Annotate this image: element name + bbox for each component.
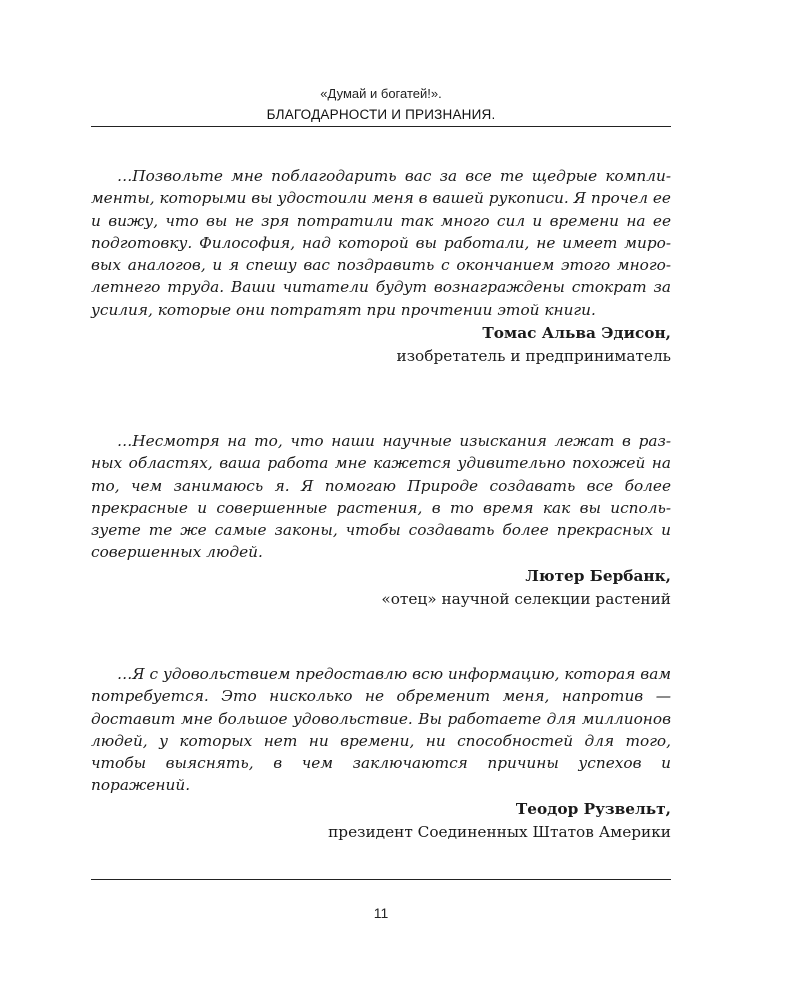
testimonial-burbank: [91, 430, 671, 611]
footer-divider: [91, 879, 671, 880]
testimonial-text: …Несмотря на то, что наши научные изыскания лежат в разных областях, ваша работа мне кажется удивительно похожей на то, чем занимаюсь я. Я помогаю Природе создавать все более прекрасные и совершенные растения, в то время как вы используете те же самые законы, чтобы создавать более прекрасных и совершенных людей.: [91, 432, 671, 562]
testimonial-author: Лютер Бербанк,: [525, 566, 671, 585]
testimonial-text: …Я с удовольствием предоставлю всю информацию, которая вам потребуется. Это нисколько не обременит меня, напротив — доставит мне большое удовольствие. Вы работаете для миллионов людей, у которых нет ни времени, ни способностей для того, чтобы выяснять, в чем заключаются причины успехов и поражений.: [91, 665, 671, 795]
testimonial-edison: [91, 165, 671, 368]
book-title: «Думай и богатей!».: [320, 86, 442, 101]
testimonial-author: Томас Альва Эдисон,: [482, 324, 671, 343]
testimonial-author: Теодор Рузвельт,: [515, 799, 671, 818]
header-divider: [91, 126, 671, 127]
testimonial-text: …Позвольте мне поблагодарить вас за все те щедрые комплименты, которыми вы удостоили меня в вашей рукописи. Я прочел ее и вижу, что вы не зря потратили так много сил и времени на ее подготовку. Философия, над которой вы работали, не имеет мировых аналогов, и я спешу вас поздравить с окончанием этого многолетнего труда. Ваши читатели будут вознаграждены стократ за усилия, которые они потратят при прочтении этой книги.: [91, 167, 671, 319]
testimonial-role: президент Соединенных Штатов Америки: [328, 823, 671, 842]
book-page: [91, 0, 671, 1000]
testimonial-role: изобретатель и предприниматель: [396, 347, 671, 366]
page-number: 11: [373, 905, 389, 921]
running-head: [91, 86, 671, 124]
section-title: БЛАГОДАРНОСТИ И ПРИЗНАНИЯ.: [266, 107, 496, 122]
testimonial-role: «отец» научной селекции растений: [381, 590, 671, 609]
testimonial-roosevelt: [91, 663, 671, 844]
